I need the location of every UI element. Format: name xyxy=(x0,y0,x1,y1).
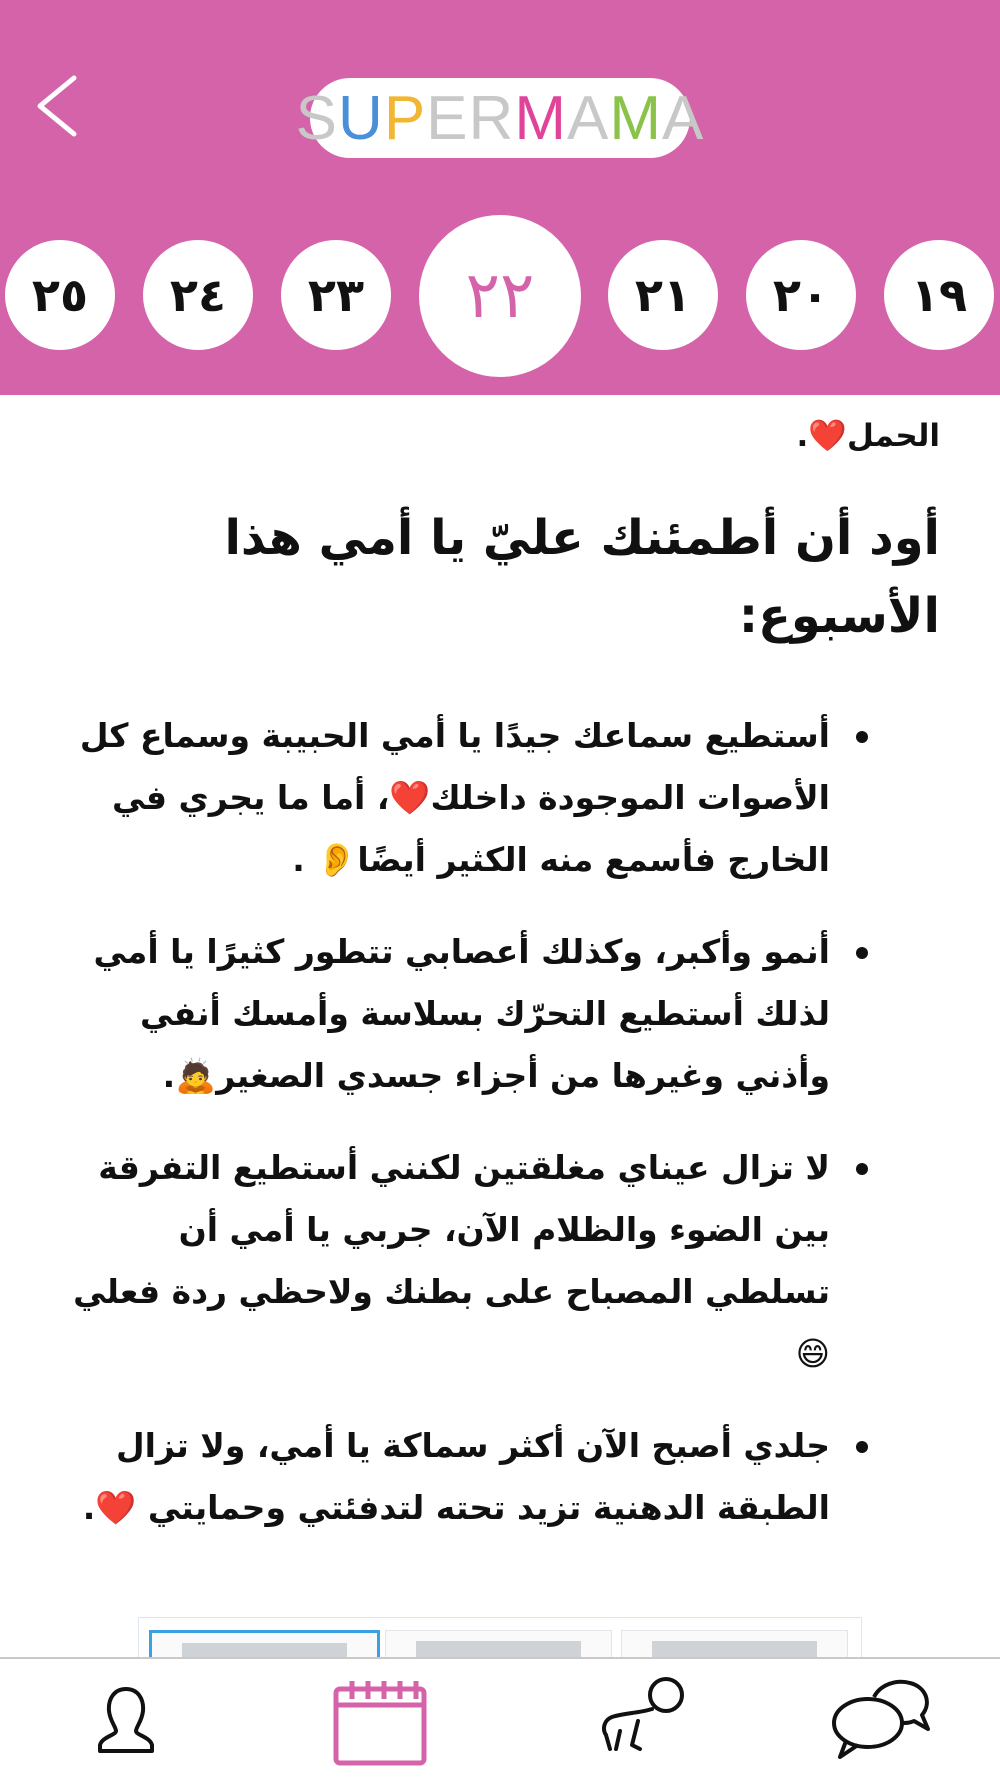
week-21-button[interactable]: ٢١ xyxy=(608,240,718,350)
logo-letter: E xyxy=(426,83,469,153)
heart-icon: ❤️ xyxy=(808,418,847,454)
supermama-logo xyxy=(295,78,705,158)
app-header xyxy=(0,0,1000,395)
week-19-button[interactable]: ١٩ xyxy=(884,240,994,350)
chat-bubbles-icon xyxy=(822,1669,942,1769)
tab-calendar[interactable] xyxy=(322,1669,442,1769)
list-item: لا تزال عيناي مغلقتين لكنني أستطيع التفرقة بين الضوء والظلام الآن، جربي يا أمي أن تسلطي المصباح على بطنك ولاحظي ردة فعلي😄 xyxy=(60,1137,940,1385)
logo-letter: A xyxy=(566,83,610,153)
article-content xyxy=(60,395,940,1569)
back-button[interactable] xyxy=(30,68,90,148)
section-heading: أود أن أطمئنك عليّ يا أمي هذا الأسبوع: xyxy=(224,510,940,644)
baby-crawling-icon xyxy=(580,1669,700,1769)
list-item: جلدي أصبح الآن أكثر سماكة يا أمي، ولا تزال الطبقة الدهنية تزيد تحته لتدفئتي وحمايتي ❤️. xyxy=(60,1415,940,1539)
bottom-tab-bar xyxy=(0,1657,1000,1779)
logo-letter: U xyxy=(338,83,384,153)
calendar-icon xyxy=(322,1669,442,1769)
list-item: أنمو وأكبر، وكذلك أعصابي تتطور كثيرًا يا أمي لذلك أستطيع التحرّك بسلاسة وأمسك أنفي وأذني وغيرها من أجزاء جسدي الصغير🙇. xyxy=(60,921,940,1107)
logo-letter: M xyxy=(514,83,567,153)
week-25-button[interactable]: ٢٥ xyxy=(5,240,115,350)
logo-letter: R xyxy=(468,83,515,153)
logo-letter: M xyxy=(609,83,662,153)
bullet-list xyxy=(60,705,940,1539)
week-24-button[interactable]: ٢٤ xyxy=(143,240,253,350)
tab-baby[interactable] xyxy=(580,1669,700,1769)
tab-profile[interactable] xyxy=(66,1669,186,1769)
chevron-left-icon xyxy=(30,68,90,148)
tab-chat[interactable] xyxy=(822,1669,942,1769)
logo-letter: S xyxy=(295,83,339,153)
logo-letter: A xyxy=(661,83,705,153)
logo-letter: P xyxy=(383,83,427,153)
week-23-button[interactable]: ٢٣ xyxy=(281,240,391,350)
profile-icon xyxy=(66,1669,186,1769)
lead-text: الحمل❤️. xyxy=(796,418,940,454)
list-item: أستطيع سماعك جيدًا يا أمي الحبيبة وسماع كل الأصوات الموجودة داخلك❤️، أما ما يجري في الخارج فأسمع منه الكثير أيضًا👂 . xyxy=(60,705,940,891)
week-20-button[interactable]: ٢٠ xyxy=(746,240,856,350)
week-22-button-selected[interactable]: ٢٢ xyxy=(419,215,581,377)
